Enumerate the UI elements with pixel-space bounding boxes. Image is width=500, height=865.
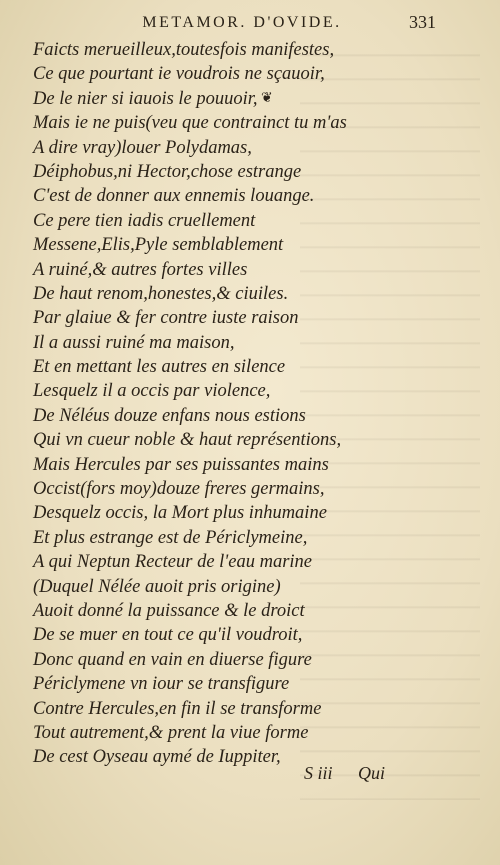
verse-line: Faicts merueilleux,toutesfois manifestes, xyxy=(33,40,335,60)
running-title: METAMOR. D'OVIDE. xyxy=(142,14,342,31)
verse-line: De Néléus douze enfans nous estions xyxy=(33,405,306,426)
verse-line: Qui vn cueur noble & haut représentions, xyxy=(33,430,342,451)
verse-line: Ce que pourtant ie voudrois ne sçauoir, xyxy=(33,64,325,85)
verse-line: Mais ie ne puis(veu que contrainct tu m'as xyxy=(33,113,347,134)
verse-line: Occist(fors moy)douze freres germains, xyxy=(33,479,325,500)
verse-block xyxy=(33,38,383,770)
verse-line: A dire vray)louer Polydamas, xyxy=(33,137,252,158)
verse-line: Lesquelz il a occis par violence, xyxy=(33,381,271,402)
verse-line: De cest Oyseau aymé de Iuppiter, xyxy=(33,747,281,768)
catchword: Qui xyxy=(358,763,385,783)
verse-line: Auoit donné la puissance & le droict xyxy=(33,600,305,621)
verse-line: Il a aussi ruiné ma maison, xyxy=(33,332,235,353)
verse-line: A qui Neptun Recteur de l'eau marine xyxy=(33,552,312,573)
verse-line: (Duquel Nélée auoit pris origine) xyxy=(33,576,281,597)
signature-mark: S iii xyxy=(304,763,333,783)
verse-line: De se muer en tout ce qu'il voudroit, xyxy=(33,625,303,646)
page-number: 331 xyxy=(409,12,436,32)
verse-line: Donc quand en vain en diuerse figure xyxy=(33,649,312,670)
verse-line: Par glaiue & fer contre iuste raison xyxy=(33,308,299,329)
verse-line: Messene,Elis,Pyle semblablement xyxy=(33,235,284,256)
verse-line: Desquelz occis, la Mort plus inhumaine xyxy=(33,503,327,524)
verse-line: Contre Hercules,en fin il se transforme xyxy=(33,698,322,719)
verse-line: Tout autrement,& prent la viue forme xyxy=(33,722,309,743)
ornament-icon: ❦ xyxy=(261,90,273,106)
verse-line: Déiphobus,ni Hector,chose estrange xyxy=(33,161,302,182)
verse-line: Et en mettant les autres en silence xyxy=(33,357,286,378)
verse-line: A ruiné,& autres fortes villes xyxy=(33,259,248,280)
verse-line: Mais Hercules par ses puissantes mains xyxy=(33,454,329,475)
verse-line: Ce pere tien iadis cruellement xyxy=(33,210,256,231)
verse-line: C'est de donner aux ennemis louange. xyxy=(33,186,315,207)
verse-line: Et plus estrange est de Périclymeine, xyxy=(33,527,308,548)
verse-line: De haut renom,honestes,& ciuiles. xyxy=(33,283,289,304)
verse-line: De le nier si iauois le pouuoir, xyxy=(33,88,258,109)
verse-line: Périclymene vn iour se transfigure xyxy=(33,674,290,695)
